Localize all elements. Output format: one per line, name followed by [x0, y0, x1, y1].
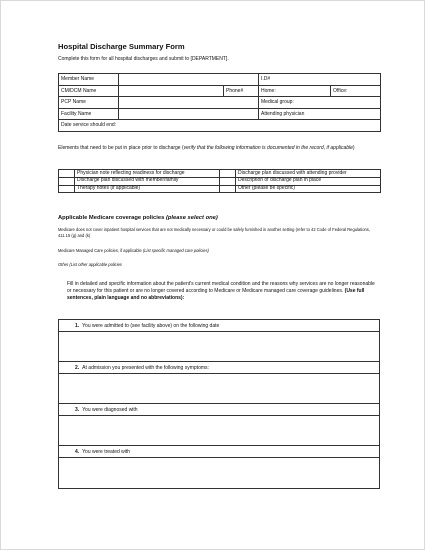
- checklist-item: Description of discharge plan in place: [236, 177, 381, 185]
- policy-option-other[interactable]: Other (List other applicable policies: [58, 262, 122, 267]
- answer-field[interactable]: [59, 332, 379, 362]
- checklist-item: Therapy notes (if applicable): [75, 185, 220, 193]
- facility-name-label: Facility Name: [59, 108, 119, 120]
- home-phone-field[interactable]: Home:: [259, 85, 331, 97]
- member-name-field[interactable]: [119, 74, 259, 86]
- answer-field[interactable]: [59, 374, 379, 404]
- form-title: Hospital Discharge Summary Form: [58, 42, 185, 51]
- checkbox[interactable]: [59, 177, 75, 185]
- checklist-item: Physician note reflecting readiness for discharge: [75, 170, 220, 178]
- facility-name-field[interactable]: [119, 108, 259, 120]
- phone-label: Phone#: [224, 85, 259, 97]
- medical-group-field[interactable]: Medical group:: [259, 97, 381, 109]
- policy-option-medical-necessity[interactable]: Medicare does not cover inpatient hospital services that are not medically necessary or could be safely furnished in another setting (refer to 42 Code of Federal Regulations, 411.15 (g) and (k): [58, 227, 370, 238]
- question-label: 2. At admission you presented with the following symptoms:: [59, 362, 379, 374]
- question-label: 4. You were treated with: [59, 446, 379, 458]
- checklist-item: Discharge plan discussed with attending provider: [236, 170, 381, 178]
- cm-dcm-name-field[interactable]: [119, 85, 224, 97]
- cm-dcm-name-label: CM/DCM Name: [59, 85, 119, 97]
- office-phone-field[interactable]: Office:: [331, 85, 381, 97]
- checkbox[interactable]: [220, 185, 236, 193]
- date-service-end-field[interactable]: Date service should end:: [59, 120, 381, 132]
- pcp-name-label: PCP Name: [59, 97, 119, 109]
- checkbox[interactable]: [59, 170, 75, 178]
- id-field[interactable]: I.D#: [259, 74, 381, 86]
- answer-field[interactable]: [59, 416, 379, 446]
- discharge-checklist: [58, 169, 381, 193]
- question-label: 3. You were diagnosed with: [59, 404, 379, 416]
- answer-field[interactable]: [59, 458, 379, 488]
- form-subtitle: Complete this form for all hospital discharges and submit to [DEPARTMENT].: [58, 56, 229, 62]
- questions-table: [58, 319, 380, 489]
- member-name-label: Member Name: [59, 74, 119, 86]
- member-info-table: [58, 73, 381, 132]
- medicare-heading: Applicable Medicare coverage policies (please select one): [58, 215, 218, 221]
- policy-option-managed-care[interactable]: Medicare Managed Care policies, if applicable (List specific managed care policies): [58, 248, 209, 253]
- question-label: 1. You were admitted to (see facility above) on the following date: [59, 320, 379, 332]
- checkbox[interactable]: [220, 170, 236, 178]
- pcp-name-field[interactable]: [119, 97, 259, 109]
- elements-intro: Elements that need to be put in place prior to discharge (verify that the following information is documented in the record, if applicable): [58, 145, 355, 151]
- instructions-text: Fill in detailed and specific information about the patient's current medical condition and the reasons why services are no longer reasonable or necessary for this patient or are no longer covered according to Medicare or Medicare managed care coverage guidelines. (Use full sentences, plain language and no abbreviations):: [67, 281, 375, 301]
- checkbox[interactable]: [59, 185, 75, 193]
- checkbox[interactable]: [220, 177, 236, 185]
- attending-physician-field[interactable]: Attending physician: [259, 108, 381, 120]
- checklist-item: Other (please be specific): [236, 185, 381, 193]
- checklist-item: Discharge plan discussed with member/family: [75, 177, 220, 185]
